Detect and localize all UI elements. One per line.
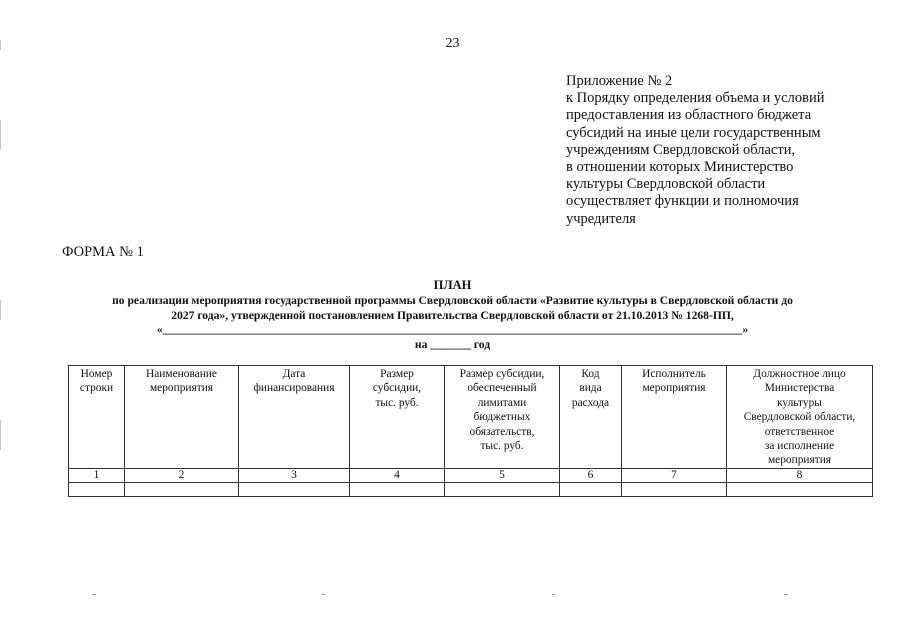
appendix-line: осуществляет функции и полномочия [566,193,799,210]
column-header: Исполнитель мероприятия [622,366,727,469]
empty-cell [727,482,873,496]
column-header: Должностное лицо Министерства культуры Свердловской области, ответственное за исполнение мероприятия [727,366,873,469]
plan-year-line: на _______ год [414,338,491,352]
plan-title-line: по реализации мероприятия государственной программы Свердловской области «Развитие культуры в Свердловской области до [112,293,793,307]
empty-cell [239,482,350,496]
scan-edge-mark [0,40,1,50]
column-number-cell: 6 [560,468,622,482]
column-number-cell: 5 [445,468,560,482]
scan-edge-mark [0,300,1,320]
appendix-line: учредителя [566,210,636,227]
appendix-block [566,73,866,228]
column-header: Размер субсидии, тыс. руб. [350,366,445,469]
appendix-line: субсидий на иные цели государственным [566,124,821,141]
scan-dot [322,594,325,595]
form-label: ФОРМА № 1 [62,244,144,260]
column-header: Размер субсидии, обеспеченный лимитами бюджетных обязательств, тыс. руб. [445,366,560,469]
column-number-cell: 7 [622,468,727,482]
table-row [69,482,873,496]
scan-edge-mark [0,420,1,450]
scan-dot [92,594,96,595]
appendix-line: в отношении которых Министерство [566,159,794,176]
appendix-line: предоставления из областного бюджета [566,107,812,124]
appendix-line: культуры Свердловской области [566,176,766,193]
empty-cell [125,482,239,496]
column-number-cell: 4 [350,468,445,482]
appendix-line: учреждениям Свердловской области, [566,141,796,158]
appendix-line: Приложение № 2 [566,73,673,89]
page-number: 23 [445,36,460,51]
plan-title-block [60,278,845,353]
table-header-row [69,366,873,469]
scan-dot [784,594,788,595]
appendix-line: к Порядку определения объема и условий [566,90,825,107]
plan-table [68,365,873,497]
column-number-cell: 1 [69,468,125,482]
empty-cell [622,482,727,496]
empty-cell [69,482,125,496]
empty-cell [445,482,560,496]
column-number-cell: 3 [239,468,350,482]
plan-title-blank-line: «____________________________________________________________________________________________________» [156,323,749,337]
empty-cell [560,482,622,496]
column-header: Дата финансирования [239,366,350,469]
column-header: Номер строки [69,366,125,469]
column-number-cell: 8 [727,468,873,482]
column-number-row [69,468,873,482]
scan-dot [552,594,555,595]
plan-title-line: 2027 года», утвержденной постановлением Правительства Свердловской области от 21.10.2013 № 1268-ПП, [171,308,734,322]
column-number-cell: 2 [125,468,239,482]
column-header: Код вида расхода [560,366,622,469]
scan-edge-mark [0,120,1,150]
column-header: Наименование мероприятия [125,366,239,469]
plan-heading: ПЛАН [433,278,472,292]
empty-cell [350,482,445,496]
